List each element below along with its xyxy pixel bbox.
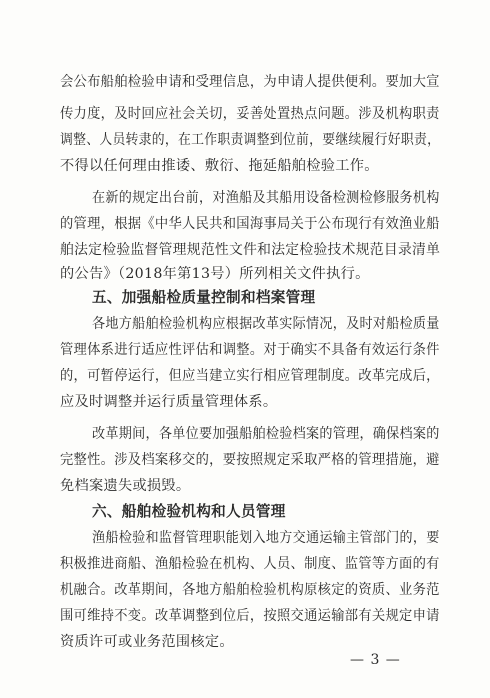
body-text-line: 围可维持不变。改革调整到位后，按照交通运输部有关规定申请 xyxy=(60,608,440,624)
section-heading-6: 六、船舶检验机构和人员管理 xyxy=(92,503,286,520)
body-text-line: 免档案遗失或损毁。 xyxy=(60,478,191,494)
body-text-line: 舶法定检验监督管理规范性文件和法定检验技术规范目录清单 xyxy=(60,242,441,258)
body-text-line: 积极推进商船、渔船检验在机构、人员、制度、监管等方面的有 xyxy=(60,556,440,572)
body-text-line: 传力度，及时回应社会关切，妥善处置热点问题。涉及机构职责 xyxy=(60,106,440,122)
body-text-line: 改革期间，各单位要加强船舶检验档案的管理，确保档案的 xyxy=(92,426,440,442)
body-text-line: 不得以任何理由推诿、敷衍、拖延船舶检验工作。 xyxy=(60,158,379,174)
body-text-line: 应及时调整并运行质量管理体系。 xyxy=(60,394,278,410)
body-text-line: 管理体系进行适应性评估和调整。对于确实不具备有效运行条件 xyxy=(60,342,440,358)
body-text-line: 机融合。改革期间，各地方船舶检验机构原核定的资质、业务范 xyxy=(60,582,440,598)
body-text-line: 调整、人员转隶的，在工作职责调整到位前，要继续履行好职责， xyxy=(60,132,441,148)
body-text-line: 渔船检验和监督管理职能划入地方交通运输主管部门的，要 xyxy=(92,530,440,546)
body-text-line: 的，可暂停运行，但应当建立实行相应管理制度。改革完成后， xyxy=(60,368,440,384)
section-heading-5: 五、加强船检质量控制和档案管理 xyxy=(92,289,316,306)
body-text-line: 的公告》（2018年第13号）所列相关文件执行。 xyxy=(60,266,370,282)
body-text-line: 在新的规定出台前，对渔船及其船用设备检测检修服务机构 xyxy=(92,190,440,206)
body-text-line: 会公布船舶检验申请和受理信息，为申请人提供便利。要加大宣 xyxy=(60,74,440,90)
body-text-line: 完整性。涉及档案移交的，要按照规定采取严格的管理措施，避 xyxy=(60,452,440,468)
body-text-line: 资质许可或业务范围核定。 xyxy=(60,634,234,650)
body-text-line: 各地方船舶检验机构应根据改革实际情况，及时对船检质量 xyxy=(92,316,440,332)
body-text-line: 的管理，根据《中华人民共和国海事局关于公布现行有效渔业船 xyxy=(60,216,440,232)
page-number: — 3 — xyxy=(350,652,401,668)
